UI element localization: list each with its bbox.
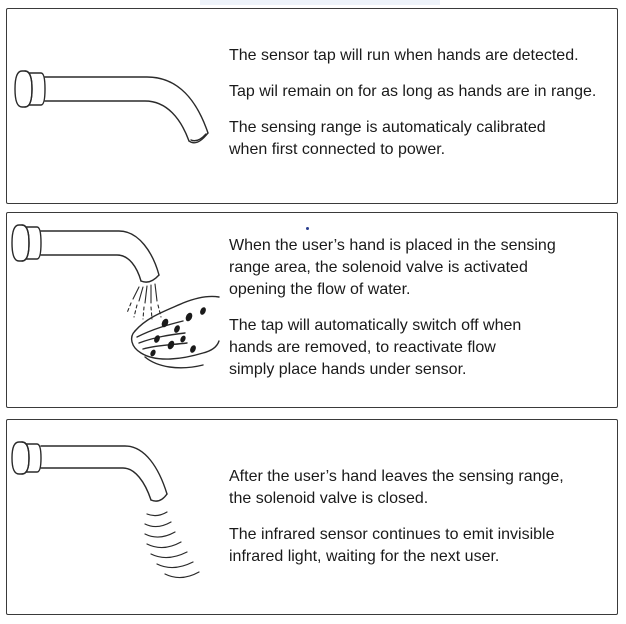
panel-tap-sensing [6, 419, 618, 615]
panel-tap-idle [6, 8, 618, 204]
panel-3-text [229, 466, 614, 582]
panel-1-paragraph-2: Tap wil remain on for as long as hands are in range. [229, 83, 597, 100]
top-edge-strip [200, 0, 440, 5]
tap-infrared-waves-icon [7, 420, 227, 613]
panel-2-text [229, 235, 614, 395]
panel-1-text [229, 45, 614, 175]
panel-1-paragraph-3: The sensing range is automaticaly calibrated when first connected to power. [229, 119, 546, 158]
panel-1-paragraph-1: The sensor tap will run when hands are detected. [229, 47, 579, 64]
panel-3-paragraph-1: After the user’s hand leaves the sensing range, the solenoid valve is closed. [229, 468, 564, 507]
tap-running-water-hands-icon [7, 213, 227, 406]
panel-2-paragraph-2: The tap will automatically switch off when hands are removed, to reactivate flow simply place hands under sensor. [229, 317, 522, 378]
decorative-dot [306, 227, 309, 230]
sensor-tap-icon [7, 9, 227, 202]
panel-2-paragraph-1: When the user’s hand is placed in the sensing range area, the solenoid valve is activated opening the flow of water. [229, 237, 556, 298]
panel-3-paragraph-2: The infrared sensor continues to emit invisible infrared light, waiting for the next user. [229, 526, 555, 565]
panel-tap-running [6, 212, 618, 408]
